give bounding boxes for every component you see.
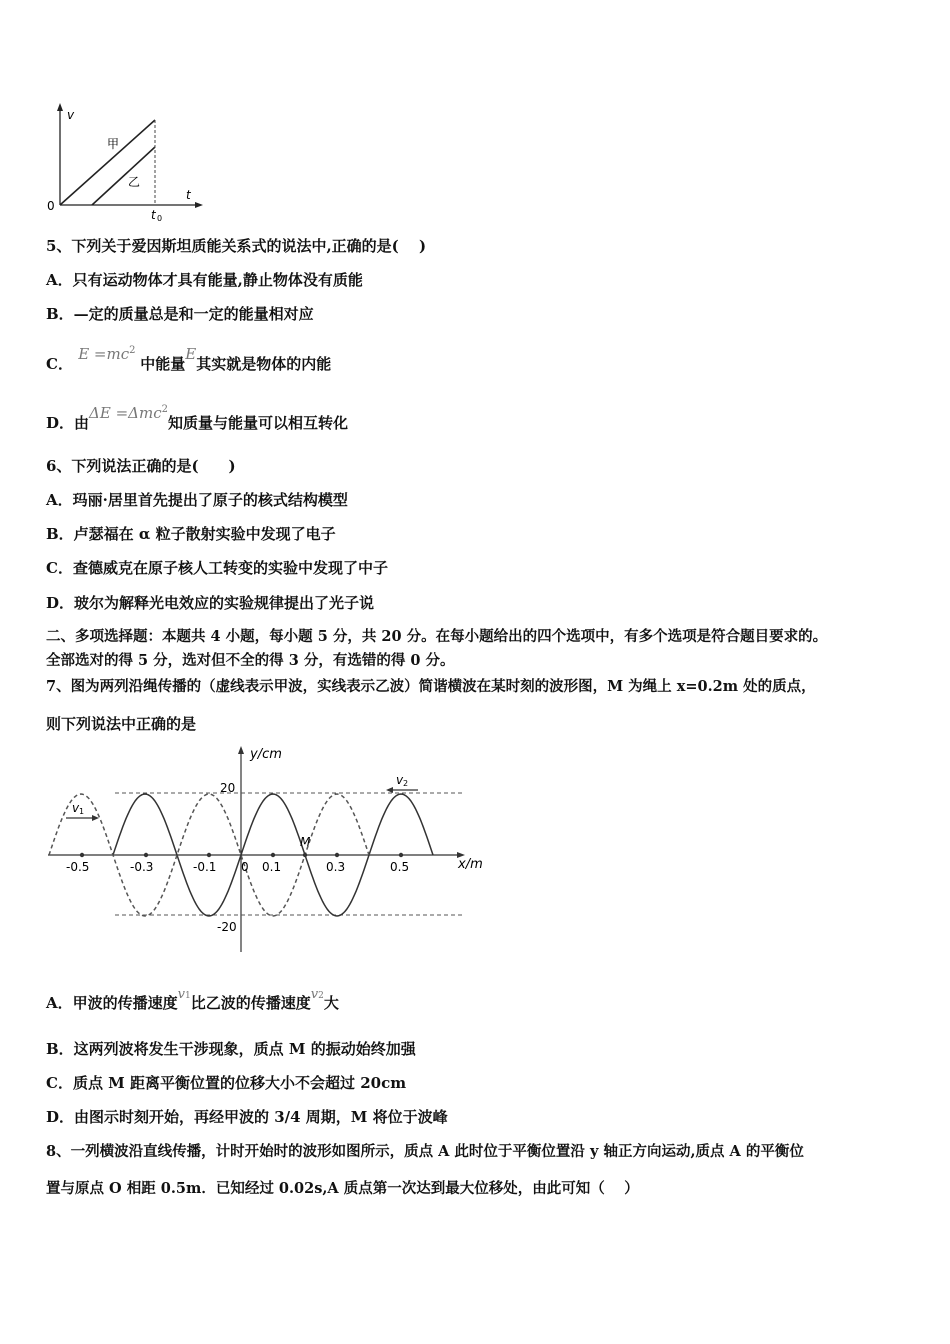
- section2-line1: 二、多项选择题：本题共 4 小题，每小题 5 分，共 20 分。在每小题给出的四个选项中，有多个选项是符合题目要求的。: [46, 628, 828, 645]
- section2-line2: 全部选对的得 5 分，选对但不全的得 3 分，有选错的得 0 分。: [46, 652, 455, 669]
- point-m-label: M: [300, 835, 311, 849]
- v1-label: v: [72, 801, 80, 815]
- v2-subscript: 2: [403, 779, 409, 788]
- q6-option-a[interactable]: A．玛丽·居里首先提出了原子的核式结构模型: [46, 491, 348, 509]
- tick-label-03: 0.3: [326, 860, 346, 874]
- q7-a-mid: 比乙波的传播速度: [190, 994, 311, 1012]
- yi-label: 乙: [128, 175, 141, 189]
- line-jia: [60, 120, 155, 205]
- q6-stem: 6、下列说法正确的是( ): [46, 457, 236, 475]
- y-axis-label: y/cm: [250, 747, 282, 762]
- q5-d-prefix: D．由: [46, 414, 90, 432]
- q7-option-a[interactable]: [46, 987, 339, 1017]
- y-top-label: 20: [220, 781, 236, 795]
- q5-c-formula: $E =mc^2$: [78, 345, 136, 363]
- q5-d-suffix: 知质量与能量可以相互转化: [167, 414, 348, 432]
- t0-subscript: 0: [157, 214, 163, 223]
- q5-c-prefix: C．: [46, 355, 73, 373]
- q7-a-v1: v1: [177, 987, 191, 1002]
- q7-a-prefix: A．甲波的传播速度: [46, 994, 178, 1012]
- q5-stem: 5、下列关于爱因斯坦质能关系式的说法中,正确的是( ): [46, 237, 427, 255]
- q6-option-c[interactable]: C．查德威克在原子核人工转变的实验中发现了中子: [46, 559, 388, 577]
- q7-option-c[interactable]: C．质点 M 距离平衡位置的位移大小不会超过 20cm: [46, 1074, 407, 1092]
- q5-option-b[interactable]: B．—定的质量总是和一定的能量相对应: [46, 305, 314, 323]
- q6-option-d[interactable]: D．玻尔为解释光电效应的实验规律提出了光子说: [46, 594, 375, 612]
- tick-dot-neg05: [80, 853, 84, 857]
- tick-label-neg03: -0.3: [130, 860, 154, 874]
- origin-label: 0: [241, 860, 249, 874]
- v2-arrow-head: [386, 787, 393, 793]
- tick-label-01: 0.1: [262, 860, 282, 874]
- v1-arrow-head: [92, 815, 99, 821]
- jia-label: 甲: [107, 137, 120, 151]
- q5-option-d[interactable]: [46, 404, 348, 434]
- t-label: t: [186, 188, 191, 202]
- q5-option-a[interactable]: A．只有运动物体才具有能量,静止物体没有质能: [46, 271, 363, 289]
- tick-label-neg05: -0.5: [66, 860, 90, 874]
- tick-dot-neg01: [207, 853, 211, 857]
- q8-line-2: 置与原点 O 相距 0.5m．已知经过 0.02s,A 质点第一次达到最大位移处，由此可知（ ）: [46, 1180, 639, 1197]
- wave-graph: [40, 740, 500, 960]
- q5-c-suffix: 其实就是物体的内能: [196, 355, 332, 373]
- q6-option-b[interactable]: B．卢瑟福在 α 粒子散射实验中发现了电子: [46, 525, 336, 543]
- q5-c-var: E: [185, 345, 197, 363]
- tick-label-neg01: -0.1: [193, 860, 217, 874]
- tick-dot-neg03: [144, 853, 148, 857]
- tick-dot-03: [335, 853, 339, 857]
- v2-label: v: [396, 773, 404, 787]
- q7-a-suffix: 大: [323, 994, 339, 1012]
- q7-option-b[interactable]: B．这两列波将发生干涉现象，质点 M 的振动始终加强: [46, 1040, 416, 1058]
- q5-option-c[interactable]: [46, 345, 332, 375]
- v-label: v: [67, 108, 75, 122]
- tick-dot-01: [271, 853, 275, 857]
- t0-label: t: [151, 208, 156, 222]
- q7-stem-1: 7、图为两列沿绳传播的（虚线表示甲波，实线表示乙波）简谐横波在某时刻的波形图，M 为绳上 x=0.2m 处的质点，: [46, 678, 816, 695]
- v1-subscript: 1: [79, 807, 85, 816]
- tick-label-05: 0.5: [390, 860, 410, 874]
- line-yi: [92, 147, 155, 205]
- q8-line-1: 8、一列横波沿直线传播，计时开始时的波形如图所示，质点 A 此时位于平衡位置沿 y 轴正方向运动,质点 A 的平衡位: [46, 1143, 804, 1160]
- velocity-time-graph: [40, 100, 210, 225]
- x-axis-label: x/m: [458, 857, 483, 872]
- origin-label: 0: [47, 199, 55, 213]
- q5-c-mid: 中能量: [140, 355, 186, 373]
- q5-d-formula: ΔE =Δmc$^2$: [89, 404, 168, 422]
- y-axis-arrow: [238, 746, 244, 754]
- tick-dot-05: [399, 853, 403, 857]
- q7-stem-2: 则下列说法中正确的是: [46, 715, 197, 733]
- v-axis-arrow: [57, 103, 63, 111]
- q7-a-v2: v2: [310, 987, 324, 1002]
- t-axis-arrow: [195, 202, 203, 208]
- point-m-dot: [303, 853, 307, 857]
- q7-option-d[interactable]: D．由图示时刻开始，再经甲波的 3/4 周期，M 将位于波峰: [46, 1108, 448, 1126]
- y-bottom-label: -20: [217, 920, 237, 934]
